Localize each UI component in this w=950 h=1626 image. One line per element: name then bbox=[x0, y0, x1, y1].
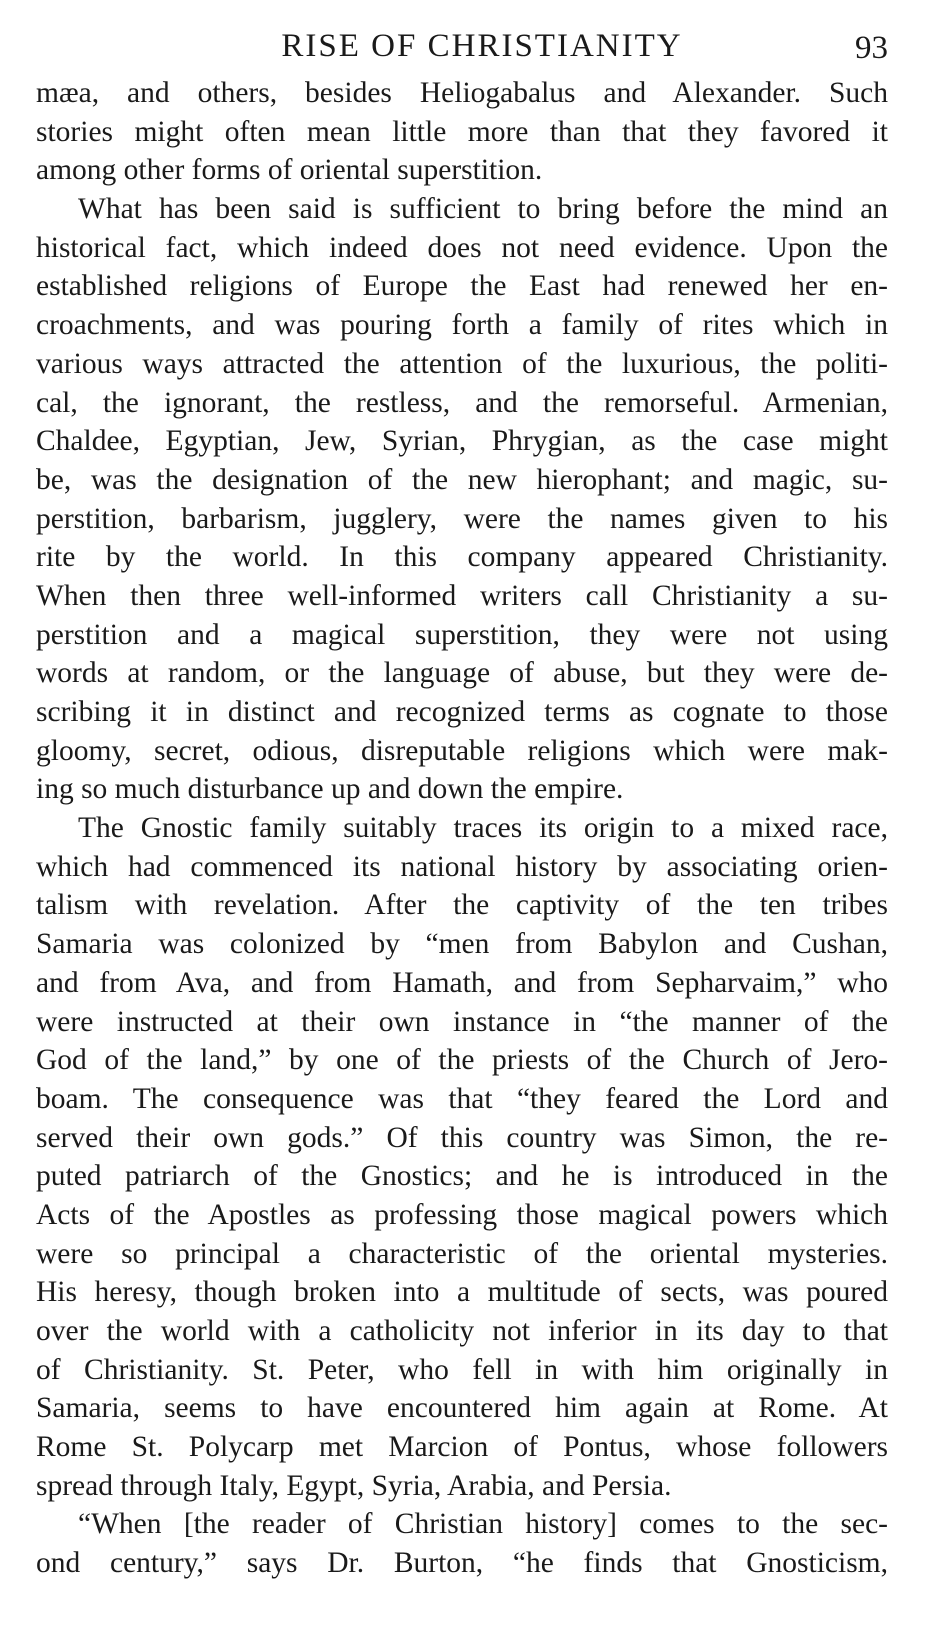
text-line: served their own gods.” Of this country was Simon, the re- bbox=[36, 1121, 888, 1154]
page-header bbox=[36, 22, 888, 74]
text-line: His heresy, though broken into a multitude of sects, was poured bbox=[36, 1276, 888, 1309]
text-line: Rome St. Polycarp met Marcion of Pontus, whose followers bbox=[36, 1431, 888, 1464]
text-line: What has been said is sufficient to bring before the mind an bbox=[78, 193, 888, 226]
text-line: perstition and a magical superstition, they were not using bbox=[36, 618, 888, 651]
text-line: God of the land,” by one of the priests of the Church of Jero- bbox=[36, 1044, 888, 1077]
text-line: Samaria was colonized by “men from Babylon and Cushan, bbox=[36, 928, 888, 961]
text-line: ond century,” says Dr. Burton, “he finds that Gnosticism, bbox=[36, 1547, 888, 1580]
text-line: “When [the reader of Christian history] comes to the sec- bbox=[78, 1508, 888, 1541]
text-line: spread through Italy, Egypt, Syria, Arabia, and Persia. bbox=[36, 1469, 672, 1502]
text-line: were so principal a characteristic of the oriental mysteries. bbox=[36, 1237, 888, 1270]
text-line: talism with revelation. After the captivity of the ten tribes bbox=[36, 889, 888, 922]
running-title: RISE OF CHRISTIANITY bbox=[281, 28, 683, 64]
page-number: 93 bbox=[855, 30, 888, 66]
text-line: mæa, and others, besides Heliogabalus and Alexander. Such bbox=[36, 77, 888, 109]
text-line: perstition, barbarism, jugglery, were the names given to his bbox=[36, 502, 888, 535]
text-line: gloomy, secret, odious, disreputable religions which were mak- bbox=[36, 734, 888, 767]
text-line: Acts of the Apostles as professing those magical powers which bbox=[36, 1198, 888, 1231]
text-line: which had commenced its national history by associating orien- bbox=[36, 850, 888, 883]
book-page bbox=[36, 22, 888, 1583]
text-line: over the world with a catholicity not inferior in its day to that bbox=[36, 1315, 888, 1347]
text-line: ing so much disturbance up and down the empire. bbox=[36, 773, 624, 806]
text-line: croachments, and was pouring forth a family of rites which in bbox=[36, 309, 888, 342]
text-line: scribing it in distinct and recognized terms as cognate to those bbox=[36, 696, 888, 728]
body-text bbox=[36, 74, 888, 1583]
text-line: various ways attracted the attention of the luxurious, the politi- bbox=[36, 347, 888, 380]
text-line: among other forms of oriental superstition. bbox=[36, 154, 543, 187]
text-line: rite by the world. In this company appeared Christianity. bbox=[36, 541, 888, 574]
text-line: When then three well-informed writers call Christianity a su- bbox=[36, 579, 888, 612]
text-line: be, was the designation of the new hierophant; and magic, su- bbox=[36, 463, 888, 496]
text-line: established religions of Europe the East had renewed her en- bbox=[36, 270, 888, 303]
text-line: boam. The consequence was that “they feared the Lord and bbox=[36, 1082, 888, 1115]
text-line: words at random, or the language of abuse, but they were de- bbox=[36, 657, 888, 690]
text-line: and from Ava, and from Hamath, and from Sepharvaim,” who bbox=[36, 966, 888, 999]
text-line: Chaldee, Egyptian, Jew, Syrian, Phrygian, as the case might bbox=[36, 425, 888, 458]
text-line: cal, the ignorant, the restless, and the remorseful. Armenian, bbox=[36, 386, 888, 419]
text-line: The Gnostic family suitably traces its origin to a mixed race, bbox=[78, 812, 888, 845]
text-line: puted patriarch of the Gnostics; and he is introduced in the bbox=[36, 1160, 888, 1193]
text-line: historical fact, which indeed does not need evidence. Upon the bbox=[36, 231, 888, 264]
text-line: were instructed at their own instance in “the manner of the bbox=[36, 1005, 888, 1038]
text-line: Samaria, seems to have encountered him again at Rome. At bbox=[36, 1392, 888, 1425]
text-line: stories might often mean little more than that they favored it bbox=[36, 115, 888, 148]
text-line: of Christianity. St. Peter, who fell in with him originally in bbox=[36, 1353, 888, 1386]
